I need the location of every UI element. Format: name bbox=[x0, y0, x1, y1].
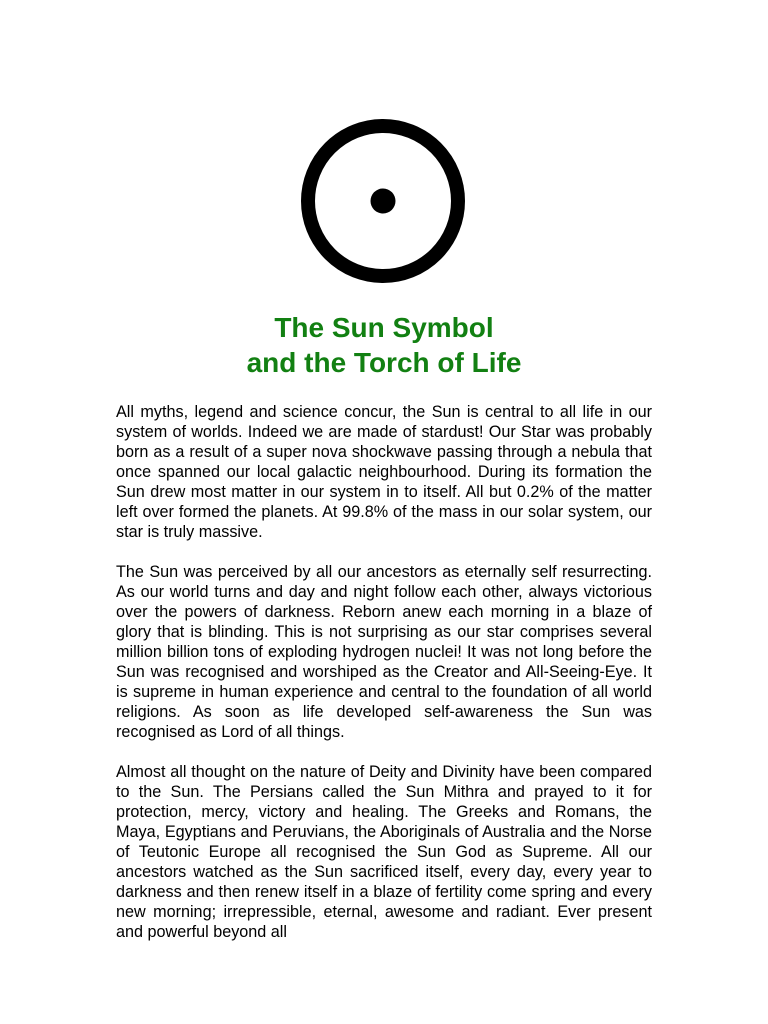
title-line-1: The Sun Symbol bbox=[274, 312, 494, 343]
title-line-2: and the Torch of Life bbox=[246, 347, 522, 378]
document-title bbox=[0, 310, 768, 380]
body-paragraph-3: Almost all thought on the nature of Deity and Divinity have been compared to the Sun. The Persians called the Sun Mithra and prayed to it for protection, mercy, victory and healing. The Greeks and Romans, the Maya, Egyptians and Peruvians, the Aboriginals of Australia and the Norse of Teutonic Europe all recognised the Sun God as Supreme. All our ancestors watched as the Sun sacrificed itself, every day, every year to darkness and then renew itself in a blaze of fertility come spring and every new morning; irrepressible, eternal, awesome and radiant. Ever present and powerful beyond all bbox=[116, 763, 652, 941]
body-paragraph-1: All myths, legend and science concur, the Sun is central to all life in our system of worlds. Indeed we are made of stardust! Our Star was probably born as a result of a super nova shockwave passing through a nebula that once spanned our local galactic neighbourhood. During its formation the Sun drew most matter in our system in to itself. All but 0.2% of the matter left over formed the planets. At 99.8% of the mass in our solar system, our star is truly massive. bbox=[116, 403, 652, 541]
sun-circumpunct-icon bbox=[300, 118, 466, 284]
body-paragraph-2: The Sun was perceived by all our ancestors as eternally self resurrecting. As our world turns and day and night follow each other, always victorious over the powers of darkness. Reborn anew each morning in a blaze of glory that is blinding. This is not surprising as our star comprises several million billion tons of exploding hydrogen nuclei! It was not long before the Sun was recognised and worshiped as the Creator and All-Seeing-Eye. It is supreme in human experience and central to the foundation of all world religions. As soon as life developed self-awareness the Sun was recognised as Lord of all things. bbox=[116, 563, 652, 741]
document-body bbox=[116, 402, 652, 962]
